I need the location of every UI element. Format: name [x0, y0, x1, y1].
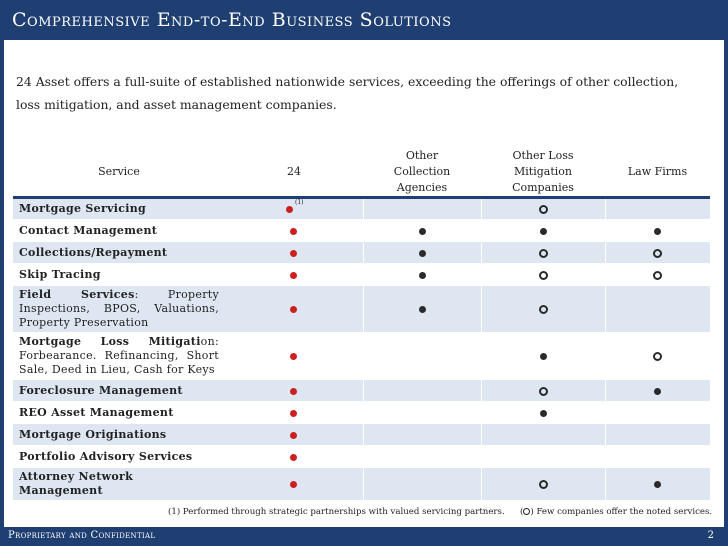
col-service: Service: [98, 165, 140, 178]
service-name: Collections/Repayment: [19, 245, 168, 259]
status-cell: [363, 220, 481, 242]
status-cell: [605, 446, 710, 468]
filled-dot-icon: [654, 388, 661, 395]
status-cell: [225, 198, 363, 220]
red-dot-icon: [290, 228, 297, 235]
table-row: [13, 264, 710, 286]
open-circle-icon: [653, 352, 662, 361]
status-cell: [605, 402, 710, 424]
status-cell: [225, 402, 363, 424]
status-cell: [481, 446, 605, 468]
service-name: Mortgage Loss Mitigati: [19, 335, 201, 348]
status-cell: [225, 286, 363, 333]
red-dot-icon: [290, 306, 297, 313]
status-cell: [363, 286, 481, 333]
status-cell: [363, 446, 481, 468]
service-detail: : Property Inspections, BPOS, Valuations, Property Preservation: [19, 288, 219, 329]
filled-dot-icon: [540, 228, 547, 235]
table-body: [13, 198, 710, 501]
table-row: [13, 220, 710, 242]
header-bar: [0, 0, 728, 40]
service-name: Portfolio Advisory Services: [19, 449, 193, 463]
service-cell: [13, 220, 225, 242]
table-row: [13, 286, 710, 333]
status-cell: [481, 264, 605, 286]
status-cell: [363, 402, 481, 424]
filled-dot-icon: [419, 228, 426, 235]
red-dot-icon: [290, 250, 297, 257]
open-circle-icon: [653, 271, 662, 280]
status-cell: [605, 242, 710, 264]
service-name: Mortgage Servicing: [19, 202, 147, 215]
status-cell: [605, 333, 710, 380]
service-name: Skip Tracing: [19, 267, 101, 281]
service-name: Field Services: [19, 288, 135, 301]
status-cell: [363, 424, 481, 446]
status-cell: [363, 198, 481, 220]
service-name: Attorney Network Management: [19, 470, 134, 497]
status-cell: [225, 333, 363, 380]
red-dot-icon: [290, 454, 297, 461]
filled-dot-icon: [419, 306, 426, 313]
service-cell: [13, 424, 225, 446]
red-dot-icon: [290, 481, 297, 488]
status-cell: [363, 380, 481, 402]
legend-open-paren: (: [520, 507, 524, 517]
open-circle-icon: [653, 249, 662, 258]
red-dot-icon: [290, 410, 297, 417]
service-detail: on: Forbearance. Refinancing, Short Sale, Deed in Lieu, Cash for Keys: [19, 335, 219, 376]
service-name: Contact Management: [19, 223, 158, 237]
status-cell: [225, 242, 363, 264]
service-name: Mortgage Originations: [19, 427, 167, 441]
open-circle-icon: [539, 480, 548, 489]
table-row: [13, 468, 710, 501]
red-dot-icon: [290, 388, 297, 395]
service-cell: [13, 264, 225, 286]
service-cell: [13, 242, 225, 264]
status-cell: [481, 198, 605, 220]
legend-note: [520, 507, 712, 517]
status-cell: [481, 220, 605, 242]
status-cell: [481, 286, 605, 333]
red-dot-icon: [290, 432, 297, 439]
status-cell: [363, 242, 481, 264]
filled-dot-icon: [540, 410, 547, 417]
open-circle-icon: [539, 249, 548, 258]
col-other-loss-mitigation: Other Loss Mitigation Companies: [512, 149, 574, 194]
service-cell: [13, 286, 225, 333]
status-cell: [605, 220, 710, 242]
status-cell: [363, 264, 481, 286]
table-row: [13, 333, 710, 380]
status-cell: [363, 333, 481, 380]
page-title: Comprehensive End-to-End Business Solutions: [12, 9, 452, 31]
table-header-row: [13, 148, 710, 198]
table-row: [13, 198, 710, 220]
legend-text: ) Few companies offer the noted services.: [530, 507, 713, 517]
footnote-marker: (1): [295, 198, 304, 206]
status-cell: [481, 333, 605, 380]
service-cell: [13, 333, 225, 380]
footer-bar: [0, 527, 728, 546]
status-cell: [605, 198, 710, 220]
status-cell: [481, 380, 605, 402]
status-cell: [605, 424, 710, 446]
table-row: [13, 402, 710, 424]
status-cell: [225, 220, 363, 242]
service-cell: [13, 198, 225, 220]
table-row: [13, 446, 710, 468]
service-cell: [13, 468, 225, 501]
open-circle-icon: [539, 271, 548, 280]
table-row: [13, 242, 710, 264]
right-frame-bar: [724, 0, 728, 546]
status-cell: [225, 380, 363, 402]
status-cell: [481, 402, 605, 424]
service-cell: [13, 402, 225, 424]
service-name: REO Asset Management: [19, 405, 174, 419]
status-cell: [605, 380, 710, 402]
open-circle-icon: [539, 205, 548, 214]
filled-dot-icon: [419, 272, 426, 279]
col-law-firms: Law Firms: [627, 165, 688, 178]
footnote: (1) Performed through strategic partnerships with valued servicing partners.: [168, 507, 505, 517]
service-cell: [13, 446, 225, 468]
table-row: [13, 424, 710, 446]
status-cell: [481, 424, 605, 446]
col-24: 24: [287, 165, 301, 178]
filled-dot-icon: [654, 228, 661, 235]
table-row: [13, 380, 710, 402]
intro-text: 24 Asset offers a full-suite of established nationwide services, exceeding the offerings of other collection, loss mitigation, and asset management companies.: [16, 74, 679, 112]
open-circle-icon: [539, 387, 548, 396]
red-dot-icon: [290, 272, 297, 279]
col-other-collection: Other Collection Agencies: [393, 149, 451, 194]
status-cell: [481, 242, 605, 264]
left-frame-bar: [0, 0, 4, 546]
status-cell: [225, 424, 363, 446]
status-cell: [605, 264, 710, 286]
status-cell: [481, 468, 605, 501]
services-table: [13, 148, 710, 501]
filled-dot-icon: [654, 481, 661, 488]
status-cell: [225, 446, 363, 468]
confidential-label: Proprietary and Confidential: [8, 530, 156, 541]
page-number: 2: [707, 530, 714, 541]
status-cell: [605, 468, 710, 501]
service-name: Foreclosure Management: [19, 383, 183, 397]
status-cell: [225, 468, 363, 501]
status-cell: [605, 286, 710, 333]
service-cell: [13, 380, 225, 402]
status-cell: [363, 468, 481, 501]
filled-dot-icon: [540, 353, 547, 360]
filled-dot-icon: [419, 250, 426, 257]
red-dot-icon: [290, 353, 297, 360]
status-cell: [225, 264, 363, 286]
open-circle-icon: [539, 305, 548, 314]
red-dot-icon: [286, 206, 293, 213]
